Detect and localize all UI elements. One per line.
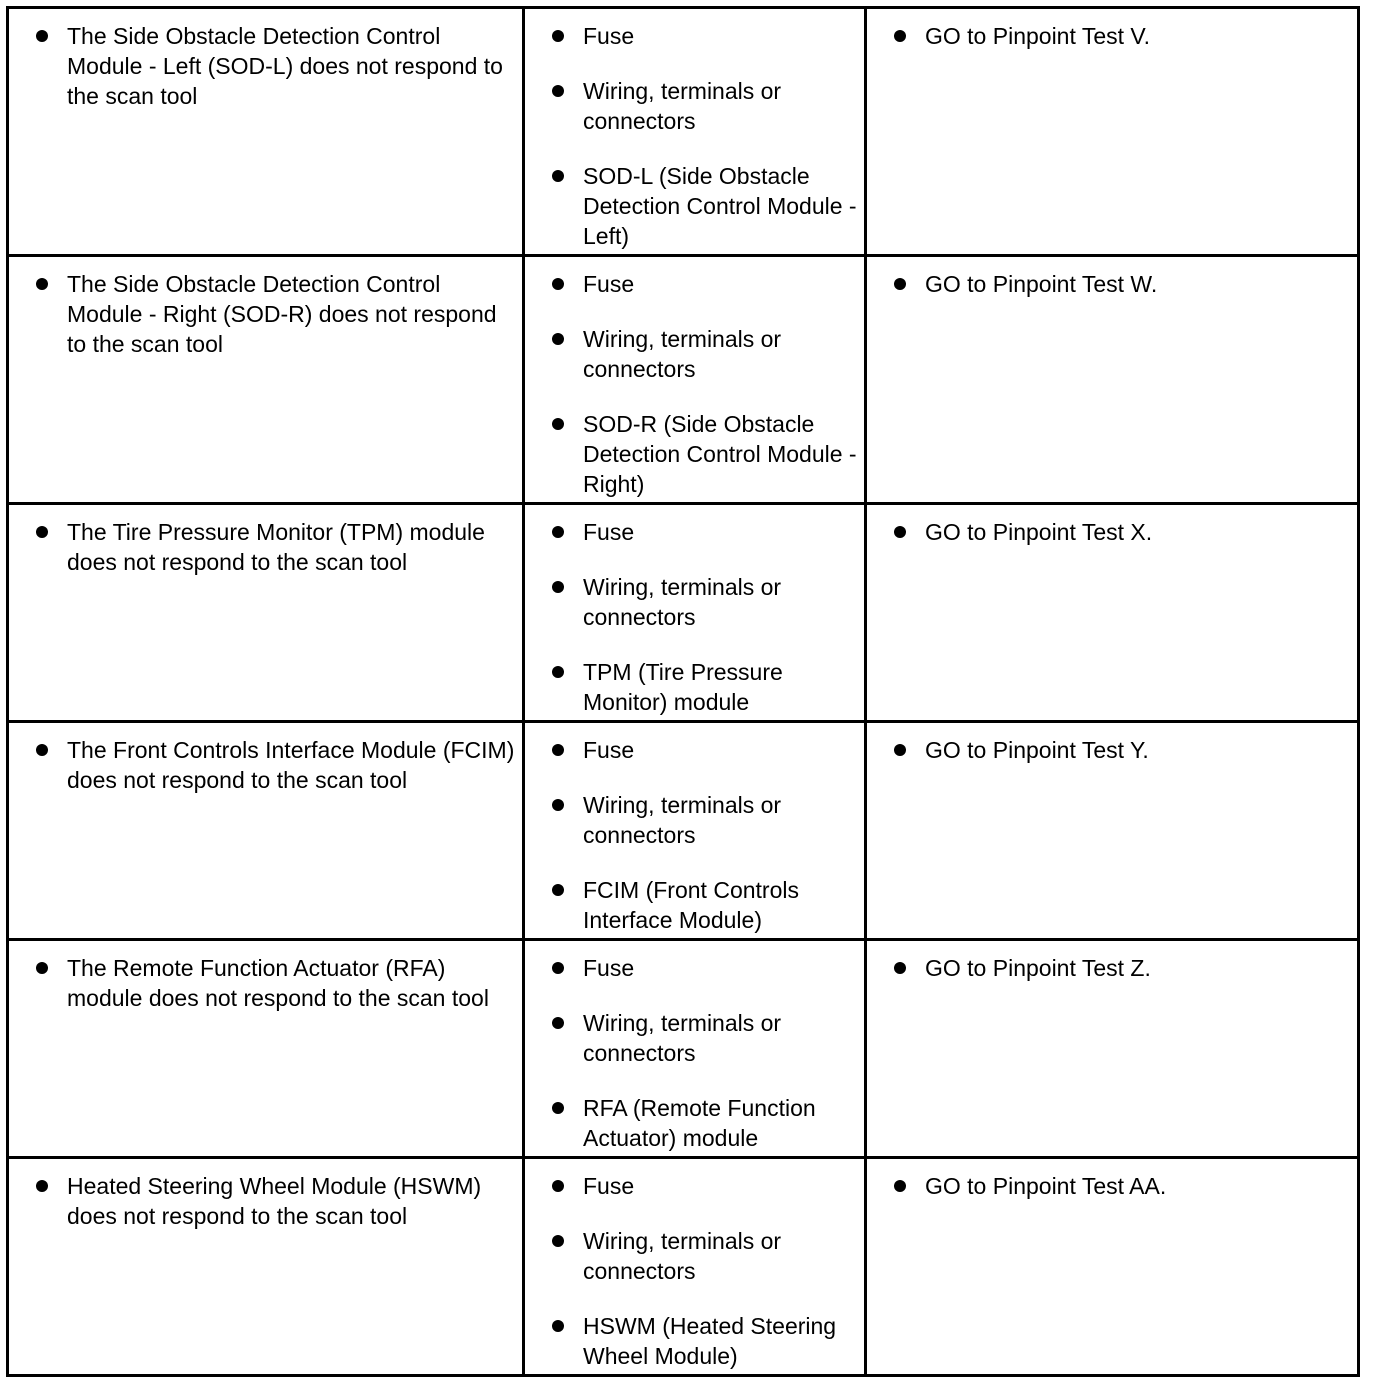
bullet-icon — [552, 1017, 564, 1029]
action-cell — [866, 1158, 1359, 1376]
cause-text: HSWM (Heated Steering Wheel Module) — [583, 1313, 837, 1369]
action-text: GO to Pinpoint Test W. — [925, 271, 1158, 297]
condition-text: The Side Obstacle Detection Control Module - Left (SOD-L) does not respond to the scan tool — [67, 23, 503, 109]
cause-text: Fuse — [583, 23, 635, 49]
action-item — [867, 953, 1357, 983]
cause-text: SOD-R (Side Obstacle Detection Control Module - Right) — [583, 411, 857, 497]
action-cell — [866, 504, 1359, 722]
causes-cell — [524, 940, 866, 1158]
bullet-icon — [36, 1180, 48, 1192]
action-item — [867, 735, 1357, 765]
bullet-icon — [894, 526, 906, 538]
action-cell — [866, 256, 1359, 504]
action-text: GO to Pinpoint Test Z. — [925, 955, 1151, 981]
cause-text: Fuse — [583, 955, 635, 981]
causes-cell — [524, 722, 866, 940]
condition-cell — [8, 256, 524, 504]
cause-item — [525, 953, 864, 983]
condition-text: Heated Steering Wheel Module (HSWM) does not respond to the scan tool — [67, 1173, 482, 1229]
cause-text: Fuse — [583, 1173, 635, 1199]
cause-text: Fuse — [583, 271, 635, 297]
cause-item — [525, 1171, 864, 1201]
cause-item — [525, 21, 864, 51]
cause-item — [525, 161, 864, 251]
condition-item — [9, 953, 522, 1013]
cause-item — [525, 517, 864, 547]
condition-cell — [8, 722, 524, 940]
bullet-icon — [552, 418, 564, 430]
cause-text: Wiring, terminals or connectors — [583, 1010, 782, 1066]
cause-text: Wiring, terminals or connectors — [583, 326, 782, 382]
bullet-icon — [552, 333, 564, 345]
cause-item — [525, 657, 864, 717]
bullet-icon — [36, 278, 48, 290]
cause-text: RFA (Remote Function Actuator) module — [583, 1095, 816, 1151]
bullet-icon — [894, 30, 906, 42]
cause-text: FCIM (Front Controls Interface Module) — [583, 877, 799, 933]
table-row — [8, 1158, 1359, 1376]
bullet-icon — [552, 884, 564, 896]
cause-item — [525, 875, 864, 935]
condition-text: The Remote Function Actuator (RFA) module does not respond to the scan tool — [67, 955, 489, 1011]
bullet-icon — [552, 85, 564, 97]
cause-text: Wiring, terminals or connectors — [583, 78, 782, 134]
cause-item — [525, 409, 864, 499]
condition-item — [9, 735, 522, 795]
bullet-icon — [552, 1235, 564, 1247]
bullet-icon — [552, 799, 564, 811]
cause-item — [525, 1311, 864, 1371]
action-text: GO to Pinpoint Test X. — [925, 519, 1153, 545]
cause-item — [525, 1093, 864, 1153]
cause-item — [525, 324, 864, 384]
condition-item — [9, 269, 522, 359]
action-text: GO to Pinpoint Test AA. — [925, 1173, 1167, 1199]
action-cell — [866, 940, 1359, 1158]
action-item — [867, 21, 1357, 51]
condition-text: The Side Obstacle Detection Control Module - Right (SOD-R) does not respond to the scan tool — [67, 271, 497, 357]
bullet-icon — [552, 526, 564, 538]
bullet-icon — [552, 1102, 564, 1114]
table-row — [8, 504, 1359, 722]
table-row — [8, 8, 1359, 256]
bullet-icon — [36, 744, 48, 756]
cause-text: Fuse — [583, 519, 635, 545]
action-item — [867, 269, 1357, 299]
condition-text: The Tire Pressure Monitor (TPM) module does not respond to the scan tool — [67, 519, 485, 575]
cause-item — [525, 1226, 864, 1286]
bullet-icon — [894, 1180, 906, 1192]
bullet-icon — [552, 278, 564, 290]
bullet-icon — [552, 170, 564, 182]
cause-item — [525, 735, 864, 765]
table-row — [8, 722, 1359, 940]
table-row — [8, 940, 1359, 1158]
cause-text: SOD-L (Side Obstacle Detection Control Module - Left) — [583, 163, 857, 249]
cause-item — [525, 790, 864, 850]
bullet-icon — [552, 581, 564, 593]
cause-text: Fuse — [583, 737, 635, 763]
action-cell — [866, 8, 1359, 256]
condition-cell — [8, 1158, 524, 1376]
cause-text: TPM (Tire Pressure Monitor) module — [583, 659, 783, 715]
bullet-icon — [36, 526, 48, 538]
bullet-icon — [552, 962, 564, 974]
condition-item — [9, 21, 522, 111]
bullet-icon — [894, 744, 906, 756]
condition-item — [9, 517, 522, 577]
causes-cell — [524, 1158, 866, 1376]
bullet-icon — [36, 30, 48, 42]
causes-cell — [524, 8, 866, 256]
condition-cell — [8, 504, 524, 722]
bullet-icon — [552, 30, 564, 42]
bullet-icon — [552, 666, 564, 678]
condition-item — [9, 1171, 522, 1231]
cause-item — [525, 1008, 864, 1068]
cause-text: Wiring, terminals or connectors — [583, 574, 782, 630]
table-row — [8, 256, 1359, 504]
cause-text: Wiring, terminals or connectors — [583, 1228, 782, 1284]
action-item — [867, 1171, 1357, 1201]
diagnostic-table — [6, 6, 1360, 1377]
action-text: GO to Pinpoint Test V. — [925, 23, 1151, 49]
action-text: GO to Pinpoint Test Y. — [925, 737, 1149, 763]
condition-cell — [8, 940, 524, 1158]
bullet-icon — [552, 1180, 564, 1192]
bullet-icon — [552, 1320, 564, 1332]
bullet-icon — [894, 278, 906, 290]
cause-item — [525, 76, 864, 136]
causes-cell — [524, 256, 866, 504]
bullet-icon — [36, 962, 48, 974]
causes-cell — [524, 504, 866, 722]
condition-cell — [8, 8, 524, 256]
bullet-icon — [552, 744, 564, 756]
condition-text: The Front Controls Interface Module (FCIM) does not respond to the scan tool — [67, 737, 515, 793]
cause-item — [525, 269, 864, 299]
cause-item — [525, 572, 864, 632]
bullet-icon — [894, 962, 906, 974]
cause-text: Wiring, terminals or connectors — [583, 792, 782, 848]
action-cell — [866, 722, 1359, 940]
action-item — [867, 517, 1357, 547]
